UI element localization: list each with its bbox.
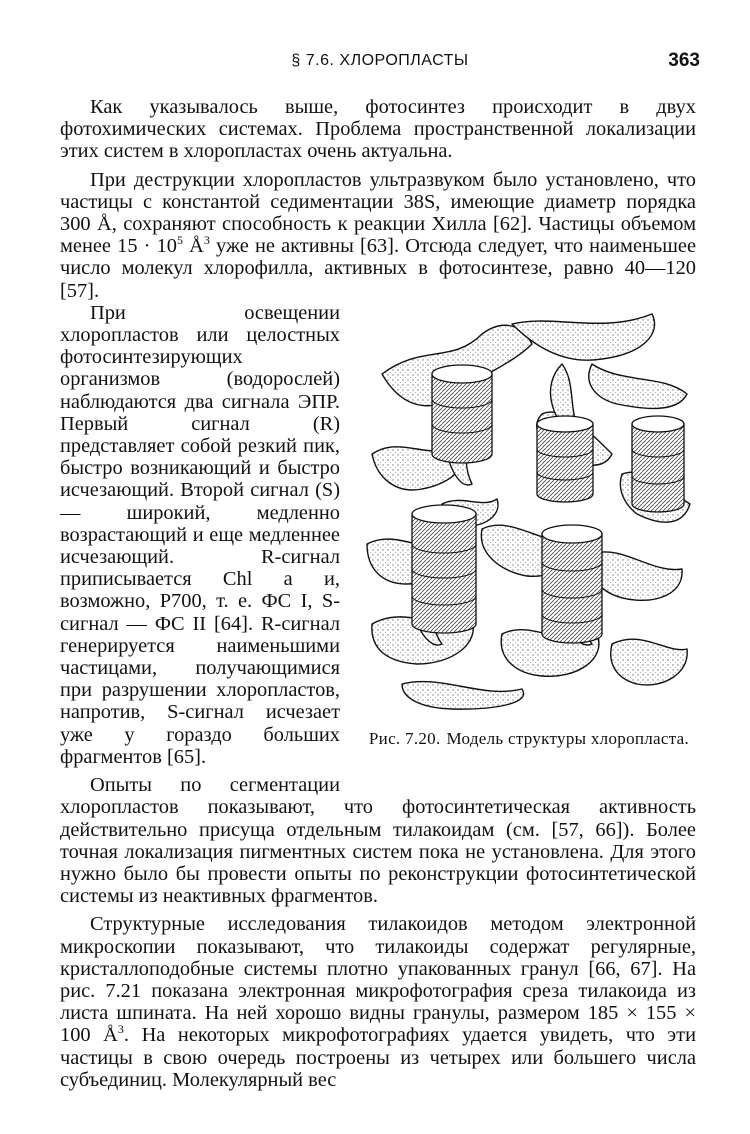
figure-7-20: [356, 304, 696, 788]
paragraph-5-text-b: . На некоторых микрофотографиях удается увидеть, что эти частицы в свою очередь построены из четырех или большего числа субъединиц. Молекулярный вес: [60, 1024, 696, 1091]
paragraph-4: Опыты по сегментации хлоропластов показывают, что фотосинтетическая активность действительно присуща отдельным тилакоидам (см. [57, 66]). Более точная локализация пигментных систем пока не установлена. Для этого нужно было бы провести опыты по реконструкции фотосинтетической системы из неактивных фрагментов.: [60, 774, 696, 908]
paragraph-2-text-a: При деструкции хлоропластов ультразвуком было установлено, что частицы с константой седиментации 38S, имеющие диаметр порядка 300 Å, сохраняют способность к реакции Хилла [62]. Частицы объемом менее 15 · 10: [60, 168, 696, 258]
paragraph-5-text-a: Структурные исследования тилакоидов методом электронной микроскопии показывают, что тилакоиды содержат регулярные, кристаллоподобные системы плотно упакованных гранул [66, 67]. На рис. 7.21 показана электронная микрофотография среза тилакоида из листа шпината. На ней хорошо видны гранулы, размером 185 × 155 × 100 Å: [60, 913, 696, 1047]
paragraph-2: [60, 169, 696, 302]
chloroplast-model-illustration: [362, 304, 694, 712]
paragraph-3: При освещении хлоропластов или целостных фотосинтезирующих организмов (водорослей) наблюдаются два сигнала ЭПР. Первый сигнал (R) представляет собой резкий пик, быстро возникающий и быстро исчезающий. Второй сигнал (S) — широкий, медленно возрастающий и еще медленнее исчезающий. R-сигнал приписывается Chl a и, возможно, P700, т. е. ФС I, S-сигнал — ФС II [64]. R-сигнал генерируется наименьшими частицами, получающимися при разрушении хлоропластов, напротив, S-сигнал исчезает уже у гораздо больших фрагментов [65].: [60, 301, 340, 768]
granum-stack-1: [432, 365, 492, 463]
figure-label: Рис. 7.20.: [368, 729, 441, 749]
paragraph-1: Как указывалось выше, фотосинтез происходит в двух фотохимических системах. Проблема пространственной локализации этих систем в хлоропластах очень актуальна.: [60, 96, 696, 163]
main-text: [60, 96, 696, 1091]
running-header: [60, 52, 700, 78]
section-title: § 7.6. ХЛОРОПЛАСТЫ: [291, 52, 469, 69]
superscript-cube: 3: [203, 233, 210, 248]
page-number: 363: [668, 50, 700, 71]
superscript-exponent: 5: [177, 233, 183, 248]
paragraph-2-text-b: Å: [183, 235, 204, 258]
paragraph-2-text-c: уже не активны [63]. Отсюда следует, что наименьшее число молекул хлорофилла, активных в фотосинтезе, равно 40—120 [57].: [60, 235, 697, 302]
superscript-cube-2: 3: [117, 1022, 124, 1037]
figure-caption-text: Модель структуры хлоропласта.: [446, 729, 690, 749]
figure-caption: [362, 729, 696, 748]
paragraph-5: [60, 913, 696, 1091]
